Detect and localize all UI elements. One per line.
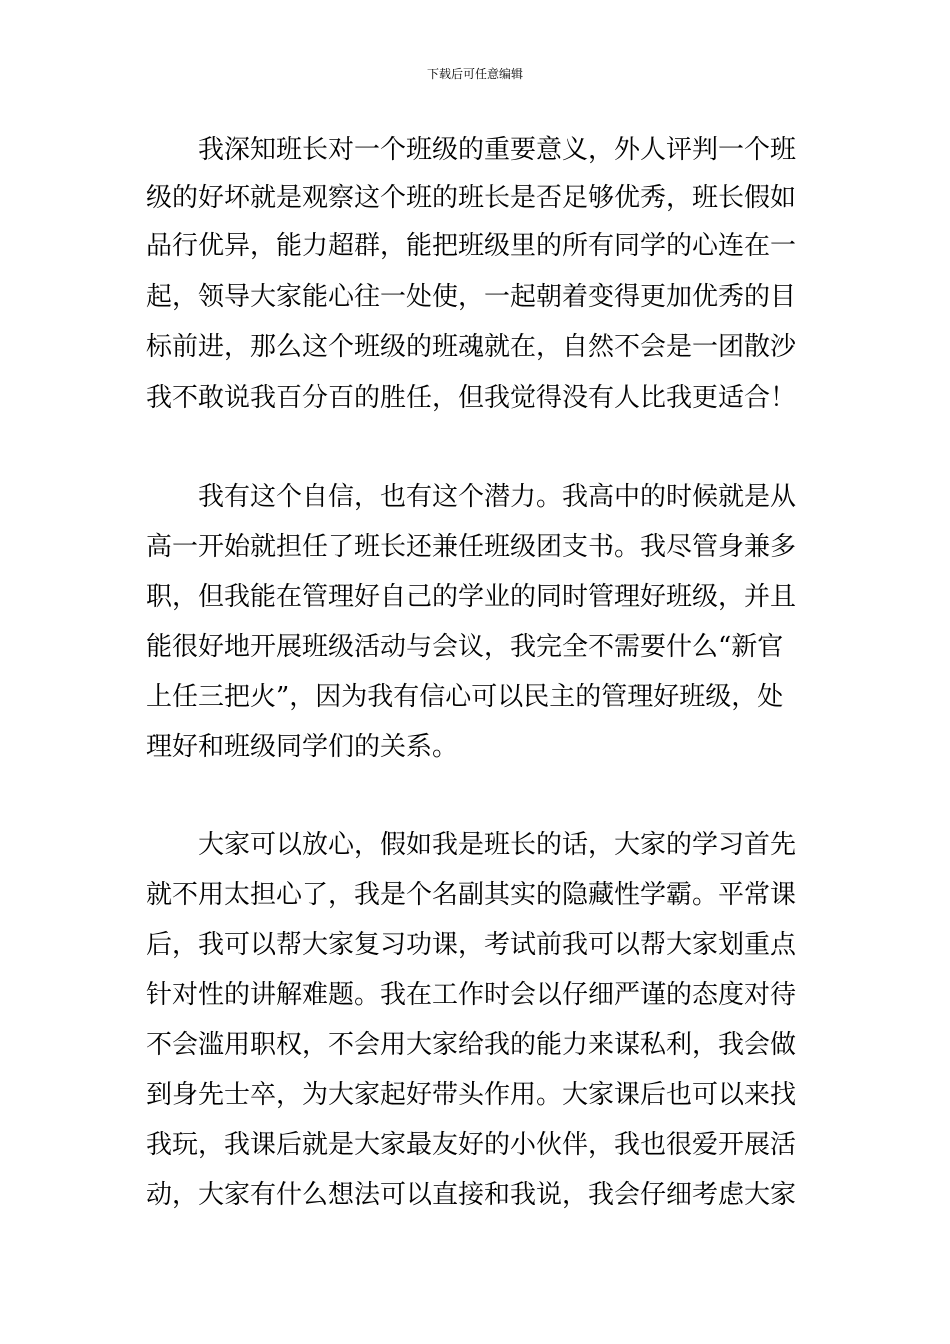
paragraph-line: 起，领导大家能心往一处使，一起朝着变得更加优秀的目 (146, 282, 797, 312)
paragraph-line: 职，但我能在管理好自己的学业的同时管理好班级，并且 (146, 582, 797, 612)
paragraph-line: 理好和班级同学们的关系。 (146, 732, 459, 762)
paragraph-line: 大家可以放心，假如我是班长的话，大家的学习首先 (198, 830, 797, 860)
paragraph-line: 动，大家有什么想法可以直接和我说，我会仔细考虑大家 (146, 1180, 797, 1210)
paragraph-line: 高一开始就担任了班长还兼任班级团支书。我尽管身兼多 (146, 532, 797, 562)
paragraph-line: 后，我可以帮大家复习功课，考试前我可以帮大家划重点 (146, 930, 797, 960)
paragraph-line: 到身先士卒，为大家起好带头作用。大家课后也可以来找 (146, 1080, 797, 1110)
paragraph-line: 级的好坏就是观察这个班的班长是否足够优秀，班长假如 (146, 183, 797, 213)
paragraph-line: 我不敢说我百分百的胜任，但我觉得没有人比我更适合！ (146, 383, 797, 413)
paragraph-line: 我有这个自信，也有这个潜力。我高中的时候就是从 (198, 482, 797, 512)
paragraph-line: 我深知班长对一个班级的重要意义，外人评判一个班 (198, 135, 797, 165)
paragraph-line: 就不用太担心了，我是个名副其实的隐藏性学霸。平常课 (146, 880, 797, 910)
paragraph-line: 不会滥用职权，不会用大家给我的能力来谋私利，我会做 (146, 1030, 797, 1060)
paragraph-line: 品行优异，能力超群，能把班级里的所有同学的心连在一 (146, 231, 797, 261)
paragraph-line: 标前进，那么这个班级的班魂就在，自然不会是一团散沙 (146, 332, 797, 362)
paragraph-line: 能很好地开展班级活动与会议，我完全不需要什么“新官 (146, 632, 784, 662)
header-note: 下载后可任意编辑 (426, 67, 523, 81)
paragraph-line: 针对性的讲解难题。我在工作时会以仔细严谨的态度对待 (146, 980, 797, 1010)
paragraph-line: 上任三把火”，因为我有信心可以民主的管理好班级，处 (146, 682, 784, 712)
paragraph-line: 我玩，我课后就是大家最友好的小伙伴，我也很爱开展活 (146, 1130, 797, 1160)
